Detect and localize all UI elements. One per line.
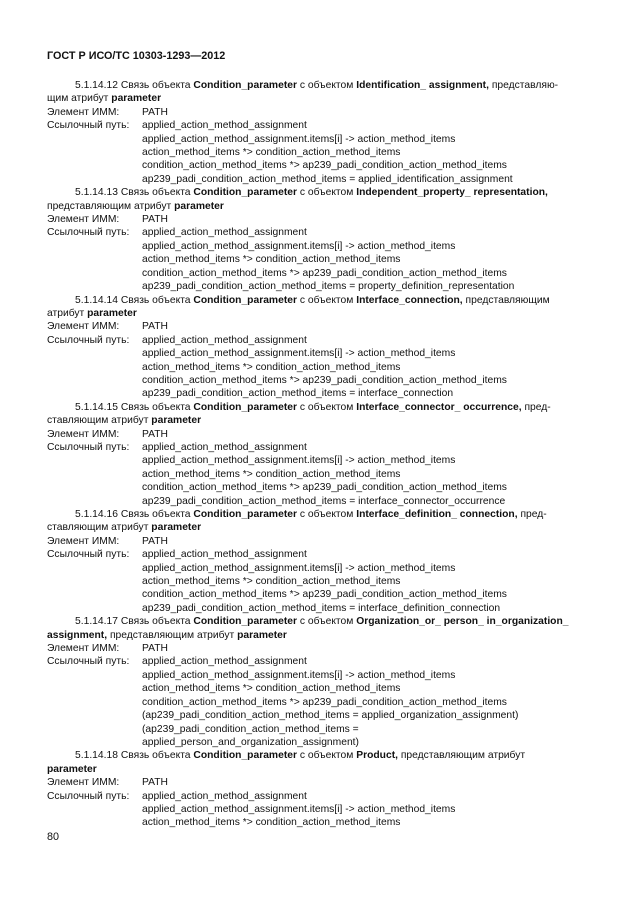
ref-path-row: Ссылочный путь: applied_action_method_assignment bbox=[47, 549, 307, 561]
sections-list bbox=[47, 79, 585, 615]
path-line: ap239_padi_condition_action_method_items = interface_definition_connection bbox=[142, 602, 501, 614]
section-heading-cont: представляющим атрибут parameter bbox=[47, 200, 224, 212]
path-line: applied_action_method_assignment.items[i] -> action_method_items bbox=[142, 803, 456, 815]
ref-path-row: Ссылочный путь: applied_action_method_assignment bbox=[47, 120, 307, 132]
section-heading-cont: щим атрибут parameter bbox=[47, 93, 162, 105]
path-line: applied_action_method_assignment.items[i] -> action_method_items bbox=[142, 562, 456, 574]
ref-path-row: Ссылочный путь: applied_action_method_assignment bbox=[47, 227, 307, 239]
section-heading: 5.1.14.17 Связь объекта Condition_parameter с объектом Organization_or_ person_ in_organization_ bbox=[75, 616, 569, 628]
element-row: Элемент ИММ: PATH bbox=[47, 321, 168, 333]
document-body bbox=[47, 79, 585, 830]
section-5-1-14-18 bbox=[47, 749, 585, 829]
ref-path-row: Ссылочный путь: applied_action_method_assignment bbox=[47, 441, 307, 453]
section-heading-cont: parameter bbox=[47, 763, 97, 775]
element-row: Элемент ИММ: PATH bbox=[47, 428, 168, 440]
path-line: applied_person_and_organization_assignment) bbox=[142, 736, 359, 748]
path-line: action_method_items *> condition_action_method_items bbox=[142, 254, 401, 266]
section-5-1-14-12 bbox=[47, 79, 585, 186]
section-heading: 5.1.14.15 Связь объекта Condition_parameter с объектом Interface_connector_ occurrence, пред- bbox=[75, 401, 551, 413]
section-heading: 5.1.14.12 Связь объекта Condition_parameter с объектом Identification_ assignment, представляю- bbox=[75, 80, 559, 91]
path-line: (ap239_padi_condition_action_method_items = applied_organization_assignment) bbox=[142, 710, 519, 722]
path-line: ap239_padi_condition_action_method_items = applied_identification_assignment bbox=[142, 173, 513, 185]
path-line: condition_action_method_items *> ap239_padi_condition_action_method_items bbox=[142, 696, 507, 708]
path-line: action_method_items *> condition_action_method_items bbox=[142, 468, 401, 480]
section-heading-cont: ставляющим атрибут parameter bbox=[47, 415, 202, 427]
ref-path-row: Ссылочный путь: applied_action_method_assignment bbox=[47, 334, 307, 346]
section-5-1-14-14 bbox=[47, 294, 585, 401]
section-heading: 5.1.14.13 Связь объекта Condition_parameter с объектом Independent_property_ representation, bbox=[75, 187, 548, 199]
path-line: (ap239_padi_condition_action_method_items = bbox=[142, 723, 359, 735]
path-line: action_method_items *> condition_action_method_items bbox=[142, 576, 401, 588]
path-line: condition_action_method_items *> ap239_padi_condition_action_method_items bbox=[142, 160, 507, 172]
path-line: applied_action_method_assignment.items[i] -> action_method_items bbox=[142, 669, 456, 681]
path-line: applied_action_method_assignment.items[i] -> action_method_items bbox=[142, 455, 456, 467]
element-row: Элемент ИММ: PATH bbox=[47, 535, 168, 547]
section-heading: 5.1.14.16 Связь объекта Condition_parameter с объектом Interface_definition_ connection, пред- bbox=[75, 509, 547, 520]
section-heading-cont: ставляющим атрибут parameter bbox=[47, 522, 202, 534]
element-row: Элемент ИММ: PATH bbox=[47, 777, 168, 789]
path-line: ap239_padi_condition_action_method_items = property_definition_representation bbox=[142, 281, 515, 293]
ref-path-row: Ссылочный путь: applied_action_method_assignment bbox=[47, 656, 307, 668]
path-line: ap239_padi_condition_action_method_items = interface_connection bbox=[142, 388, 454, 400]
ref-path-row: Ссылочный путь: applied_action_method_assignment bbox=[47, 790, 307, 802]
section-5-1-14-17 bbox=[47, 615, 585, 749]
section-heading: 5.1.14.14 Связь объекта Condition_parameter с объектом Interface_connection, представляющим bbox=[75, 294, 550, 306]
section-5-1-14-13 bbox=[47, 186, 585, 293]
path-line: ap239_padi_condition_action_method_items = interface_connector_occurrence bbox=[142, 495, 506, 507]
section-5-1-14-15 bbox=[47, 401, 585, 508]
path-line: action_method_items *> condition_action_method_items bbox=[142, 147, 401, 159]
document-header: ГОСТ Р ИСО/ТС 10303-1293—2012 bbox=[47, 50, 226, 62]
path-line: applied_action_method_assignment.items[i] -> action_method_items bbox=[142, 133, 456, 145]
path-line: condition_action_method_items *> ap239_padi_condition_action_method_items bbox=[142, 589, 507, 601]
page-number: 80 bbox=[47, 831, 60, 843]
section-heading: 5.1.14.18 Связь объекта Condition_parameter с объектом Product, представляющим атрибут bbox=[75, 750, 526, 762]
path-line: action_method_items *> condition_action_method_items bbox=[142, 683, 401, 695]
path-line: condition_action_method_items *> ap239_padi_condition_action_method_items bbox=[142, 482, 507, 494]
element-row: Элемент ИММ: PATH bbox=[47, 214, 168, 226]
path-line: action_method_items *> condition_action_method_items bbox=[142, 361, 401, 373]
path-line: action_method_items *> condition_action_method_items bbox=[142, 817, 401, 829]
element-row: Элемент ИММ: PATH bbox=[47, 106, 168, 118]
path-line: applied_action_method_assignment.items[i] -> action_method_items bbox=[142, 240, 456, 252]
path-line: applied_action_method_assignment.items[i] -> action_method_items bbox=[142, 348, 456, 360]
section-5-1-14-16 bbox=[47, 508, 585, 615]
path-line: condition_action_method_items *> ap239_padi_condition_action_method_items bbox=[142, 267, 507, 279]
section-heading-cont: assignment, представляющим атрибут parameter bbox=[47, 629, 287, 641]
section-heading-cont: атрибут parameter bbox=[47, 307, 137, 319]
path-line: condition_action_method_items *> ap239_padi_condition_action_method_items bbox=[142, 374, 507, 386]
element-row: Элемент ИММ: PATH bbox=[47, 643, 168, 655]
